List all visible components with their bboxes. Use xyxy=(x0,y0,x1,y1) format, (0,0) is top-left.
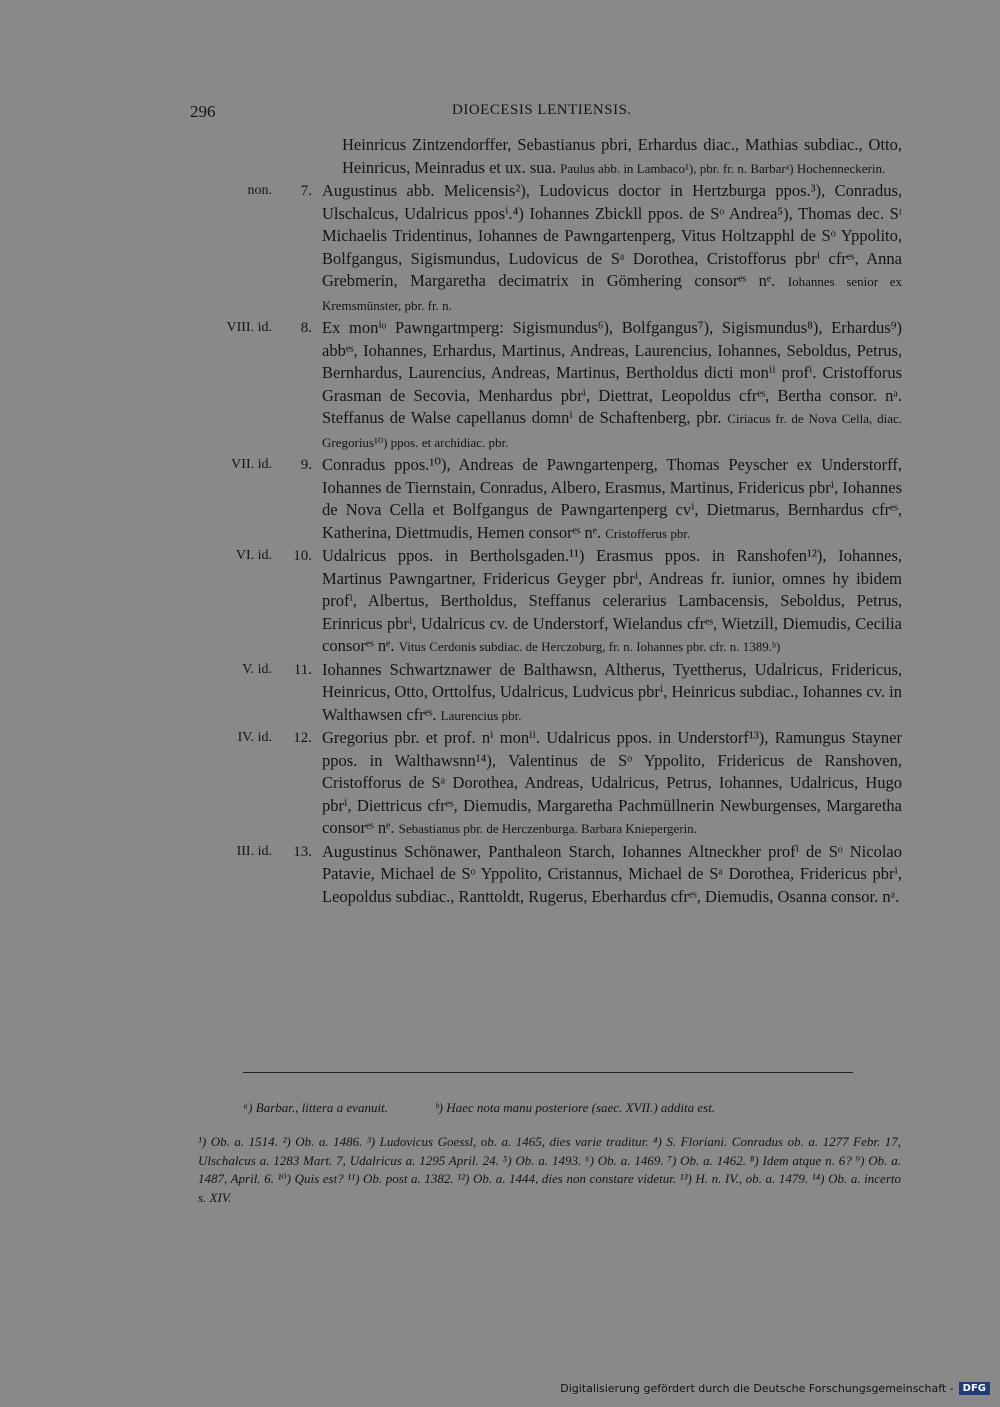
entry-text xyxy=(322,454,902,545)
entry-main-text: Gregorius pbr. et prof. nⁱ monⁱⁱ. Udalricus ppos. in Understorf¹³), Ramungus Stayner ppos. in Walthawsnn¹⁴), Valentinus de Sᵒ Yppolito, Fridericus de Ranshoven, Cristofforus de Sᵃ Dorothea, Andreas, Udalricus, Petrus, Iohannes, Udalricus, Hugo pbrⁱ, Diettricus cfrᵉˢ, Diemudis, Margaretha Pachmüllnerin Newburgenses, Margaretha consorᵉˢ nᵉ. xyxy=(322,728,902,837)
entry-8 xyxy=(190,317,902,454)
entry-date: non. xyxy=(247,183,272,198)
intro-paragraph xyxy=(342,134,902,180)
intro-text: Heinricus Zintzendorffer, Sebastianus pbri, Erhardus diac., Mathias subdiac., Otto, Heinricus, Meinradus et ux. sua. xyxy=(342,135,902,177)
entry-small-text: Laurencius pbr. xyxy=(440,707,522,723)
entry-small-text: Sebastianus pbr. de Herczenburga. Barbara Kniepergerin. xyxy=(398,821,698,836)
entry-9 xyxy=(190,454,902,545)
entry-number: 10. xyxy=(293,548,312,564)
entry-main-text: Augustinus abb. Melicensis²), Ludovicus doctor in Hertzburga ppos.³), Conradus, Ulschalcus, Udalricus pposⁱ.⁴) Iohannes Zbickll ppos. de Sᵒ Andrea⁵), Thomas dec. Sᵗ Michaelis Tridentinus, Iohannes de Pawngartenperg, Vitus Holtzapphl de Sᵒ Yppolito, Bolfgangus, Sigismundus, Ludovicus de Sᵃ Dorothea, Cristofforus pbrⁱ cfrᵉˢ, Anna Grebmerin, Margaretha decimatrix in Gömhering consorᵉˢ nᵉ. xyxy=(322,181,902,290)
entry-text xyxy=(322,841,902,909)
letter-note: ᵇ) Haec nota manu posteriore (saec. XVII.) addita est. xyxy=(435,1100,716,1115)
entry-number: 12. xyxy=(293,730,312,746)
entry-date: IV. id. xyxy=(237,730,272,745)
running-title: DIOECESIS LENTIENSIS. xyxy=(452,102,632,118)
entry-date: V. id. xyxy=(242,661,272,677)
entry-main-text: Augustinus Schönawer, Panthaleon Starch, Iohannes Altneckher profⁱ de Sᵒ Nicolao Patavie, Michael de Sᵒ Yppolito, Cristannus, Michael de Sᵃ Dorothea, Fridericus pbrⁱ, Leopoldus subdiac., Ranttoldt, Rugerus, Eberhardus cfrᵉˢ, Diemudis, Osanna consor. nᵃ. xyxy=(322,841,902,906)
entry-text xyxy=(322,180,902,317)
page-number: 296 xyxy=(190,102,216,121)
entry-12 xyxy=(190,727,902,841)
numbered-footnotes: ¹) Ob. a. 1514. ²) Ob. a. 1486. ³) Ludovicus Goessl, ob. a. 1465, dies varie traditur. ⁴) S. Floriani. Conradus ob. a. 1277 Febr. 17, Ulschalcus a. 1283 Mart. 7, Udalricus a. 1295 April. 24. ⁵) Ob. a. 1493. ⁶) Ob. a. 1469. ⁷) Ob. a. 1462. ⁸) Idem atque n. 6? ⁹) Ob. a. 1487, April. 6. ¹⁰) Quis est? ¹¹) Ob. post a. 1382. ¹²) Ob. a. 1444, dies non constare videtur. ¹³) H. n. IV., ob. a. 1479. ¹⁴) Ob. a. incerto s. XIV. xyxy=(198,1134,901,1205)
letter-notes xyxy=(243,1100,759,1116)
entry-number: 11. xyxy=(293,661,312,678)
entry-text xyxy=(322,545,902,659)
footer-text: Digitalisierung gefördert durch die Deutsche Forschungsgemeinschaft - xyxy=(560,1382,954,1395)
entry-small-text: Cristofferus pbr. xyxy=(605,525,691,541)
intro-small-text: Paulus abb. in Lambaco¹), pbr. fr. n. Barbarᵃ) Hochenneckerin. xyxy=(560,160,886,176)
entry-main-text: Conradus ppos.¹⁰), Andreas de Pawngartenperg, Thomas Peyscher ex Understorff, Iohannes de Tiernstain, Conradus, Albero, Erasmus, Martinus, Fridericus pbrⁱ, Iohannes de Nova Cella et Bolfgangus de Pawngartenperg cvⁱ, Dietmarus, Bernhardus cfrᵉˢ, Katherina, Diettmudis, Hemen consorᵉˢ nᵉ. xyxy=(322,455,902,542)
entry-13 xyxy=(190,841,902,909)
entry-date: VIII. id. xyxy=(226,320,272,335)
letter-note: ᵃ) Barbar., littera a evanuit. xyxy=(243,1100,388,1115)
entry-text xyxy=(322,727,902,841)
entry-date: VI. id. xyxy=(235,548,272,563)
entry-small-text: Ciriacus fr. de Nova Cella, diac. Gregorius¹⁰) ppos. et archidiac. pbr. xyxy=(322,411,903,450)
footnote-separator xyxy=(243,1072,853,1073)
entry-main-text: Udalricus ppos. in Bertholsgaden.¹¹) Erasmus ppos. in Ranshofen¹²), Iohannes, Martinus Pawngartner, Fridericus Geyger pbrⁱ, Andreas fr. iunior, omnes hy ibidem profⁱ, Albertus, Bertholdus, Steffanus celerarius Lambacensis, Seboldus, Petrus, Erinricus pbrⁱ, Udalricus cv. de Understorf, Wielandus cfrᵉˢ, Wietzill, Diemudis, Cecilia consorᵉˢ nᵉ. xyxy=(322,546,902,655)
entry-main-text: Ex monⁱᵒ Pawngartmperg: Sigismundus⁶), Bolfgangus⁷), Sigismundus⁸), Erhardus⁹) abbᵉˢ, Iohannes, Erhardus, Martinus, Andreas, Laurencius, Iohannes, Seboldus, Petrus, Bernhardus, Laurencius, Andreas, Martinus, Bertholdus dicti monⁱⁱ profⁱ. Cristofforus Grasman de Secovia, Menhardus pbrⁱ, Diettrat, Leopoldus cfrᵉˢ, Bertha consor. nᵃ. Steffanus de Walse capellanus domnⁱ de Schaftenberg, pbr. xyxy=(322,318,902,427)
entry-date: III. id. xyxy=(236,843,272,859)
entry-small-text: Iohannes senior ex Kremsmünster, pbr. fr. n. xyxy=(322,274,903,313)
dfg-logo: DFG xyxy=(959,1382,990,1395)
entry-number: 9. xyxy=(300,457,312,473)
entry-text xyxy=(322,659,902,728)
entry-text xyxy=(322,317,902,454)
necrology-entries xyxy=(190,134,902,908)
entry-small-text: Vitus Cerdonis subdiac. de Herczoburg, fr. n. Iohannes pbr. cfr. n. 1389.ᵇ) xyxy=(398,639,781,654)
entry-11 xyxy=(190,659,902,728)
digitization-footer xyxy=(560,1382,990,1395)
entry-date: VII. id. xyxy=(231,457,272,472)
entry-number: 13. xyxy=(293,843,312,860)
entry-10 xyxy=(190,545,902,659)
entry-main-text: Iohannes Schwartznawer de Balthawsn, Altherus, Tyettherus, Udalricus, Fridericus, Heinricus, Otto, Orttolfus, Udalricus, Ludvicus pbrⁱ, Heinricus subdiac., Iohannes cv. in Walthawsen cfrᵉˢ. xyxy=(322,659,902,724)
entry-7 xyxy=(190,180,902,317)
entry-number: 7. xyxy=(300,183,312,199)
entry-number: 8. xyxy=(300,320,312,336)
